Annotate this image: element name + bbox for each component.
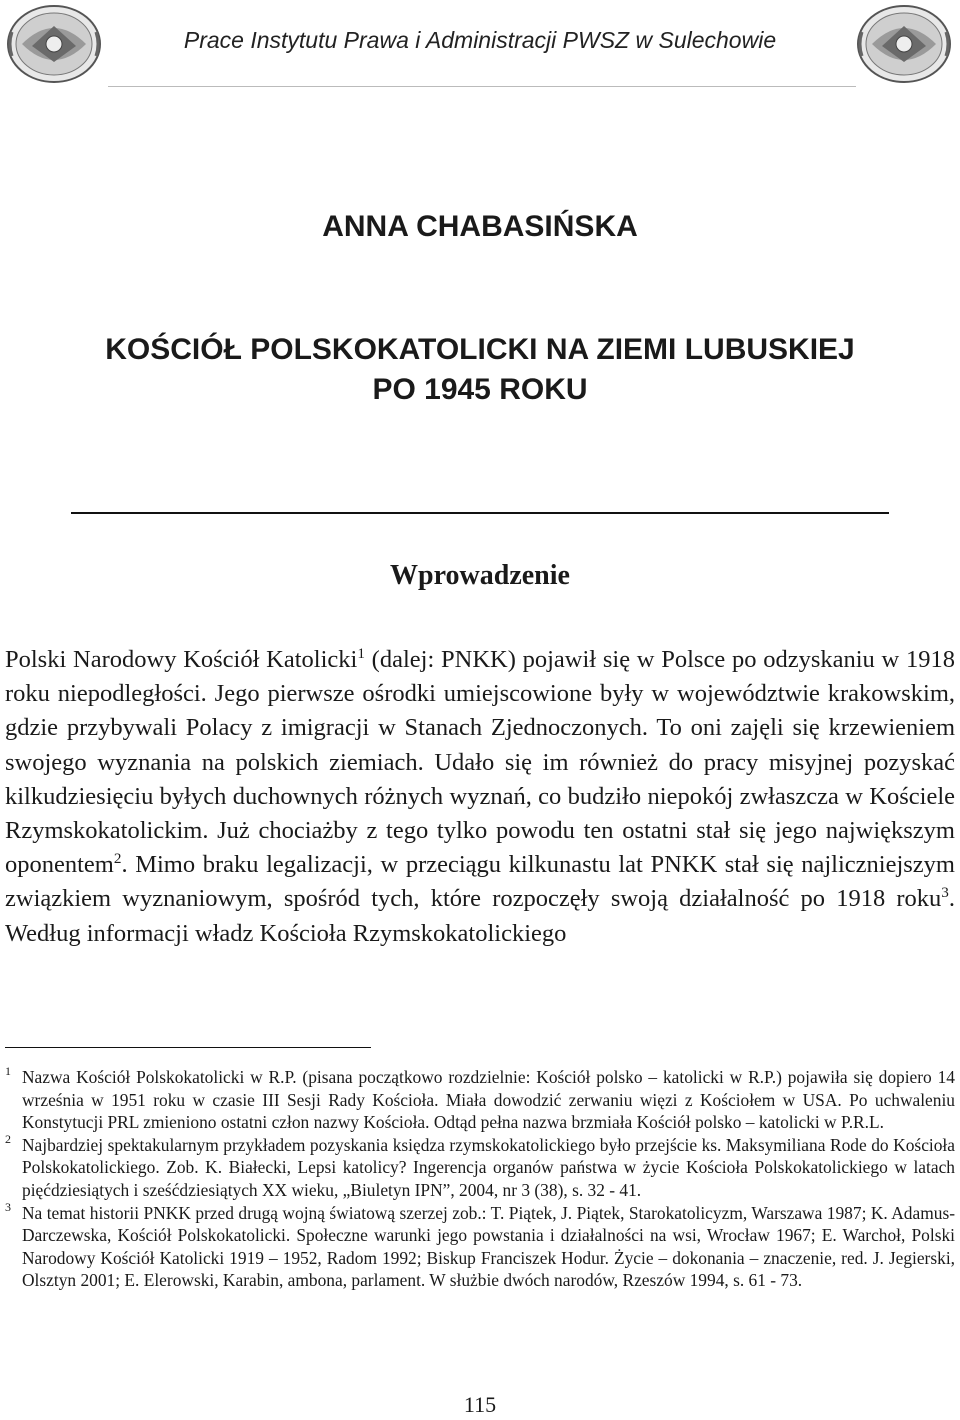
footnote [5,1131,955,1202]
author-name: ANNA CHABASIŃSKA [322,210,638,243]
paragraph-text [5,643,955,951]
institute-emblem-icon [852,2,956,86]
footnote-text: Najbardziej spektakularnym przykładem pozyskania księdza rzymskokatolickiego było przejście ks. Maksymiliana Rode do Kościoła Polskokatolickiego. Zob. K. Białecki, Lepsi katolicy? Ingerencja organów państwa w życie Kościoła Polskokatolickiego w latach pięćdziesiątych i sześćdziesiątych XX wieku, „Biuletyn IPN”, 2004, nr 3 (38), s. 32 - 41. [22,1134,955,1200]
page-number: 115 [463,1392,497,1417]
footnotes [5,1066,955,1292]
footnote-number: 2 [5,1131,11,1146]
footnote-divider [5,1047,371,1048]
footnote-number: 1 [5,1064,11,1078]
title-divider [71,512,889,514]
footnote-ref-3: 3 [941,884,949,902]
text-run: (dalej: PNKK) pojawił się w Polsce po odzyskaniu w 1918 roku niepodległości. Jego pierwsze ośrodki umiejscowione były w województwie krakowskim, gdzie przybywali Polacy z imigracji w Stanach Zjednoczonych. To oni zajęli się krzewieniem swojego wyznania na polskich ziemiach. Udało się im również do pracy misyjnej pozyskać kilkudziesięciu byłych duchownych różnych wyznań, co budziło niepokój zwłaszcza w Kościele Rzymskokatolickim. Już chociażby z tego tylko powodu ten ostatni stał się jego największym oponentem [5,646,955,879]
header-divider [108,86,856,87]
section-heading: Wprowadzenie [390,560,570,591]
text-run: Polski Narodowy Kościół Katolicki [5,646,358,673]
text-run: . Mimo braku legalizacji, w przeciągu kilkunastu lat PNKK stał się najliczniejszym związkiem wyznaniowym, spośród tych, które rozpoczęły swoją działalność po 1918 roku [5,851,955,913]
footnote [5,1199,955,1292]
footnote-text: Nazwa Kościół Polskokatolicki w R.P. (pisana początkowo rozdzielnie: Kościół polsko – katolicki w R.P.) pojawiła się dopiero 14 września w 1951 roku w czasie III Sesji Rady Kościoła. Miała dowodzić zerwaniu więzi z Kościołem w USA. Po uchwaleniu Konstytucji PRL zmieniono ostatni człon nazwy Kościoła. Odtąd pełna nazwa brzmiała Kościół polsko – katolicki w P.R.L. [22,1067,955,1133]
body-paragraph [5,643,955,951]
article-title-line: PO 1945 ROKU [372,373,588,406]
footnote [5,1066,955,1134]
text-run: . Według informacji władz Kościoła Rzymskokatolickiego [5,885,955,947]
footnote-ref-2: 2 [113,850,122,868]
article-title-line: KOŚCIÓŁ POLSKOKATOLICKI NA ZIEMI LUBUSKIEJ [105,333,855,366]
journal-running-header: Prace Instytutu Prawa i Administracji PWSZ w Sulechowie [183,27,777,53]
article-title [0,330,960,410]
footnote-text: Na temat historii PNKK przed drugą wojną światową szerzej zob.: T. Piątek, J. Piątek, Starokatolicyzm, Warszawa 1987; K. Adamus-Darczewska, Kościół Polskokatolicki. Społeczne warunki jego powstania i działalności na wsi, Wrocław 1967; E. Warchoł, Polski Narodowy Kościół Katolicki 1919 – 1952, Radom 1992; Biskup Franciszek Hodur. Życie – dokonania – znaczenie, red. J. Jegierski, Olsztyn 2001; E. Elerowski, Karabin, ambona, parlament. W służbie dwóch narodów, Rzeszów 1994, s. 61 - 73. [22,1202,955,1291]
footnote-number: 3 [5,1199,11,1214]
footnote-ref-1: 1 [357,644,365,662]
